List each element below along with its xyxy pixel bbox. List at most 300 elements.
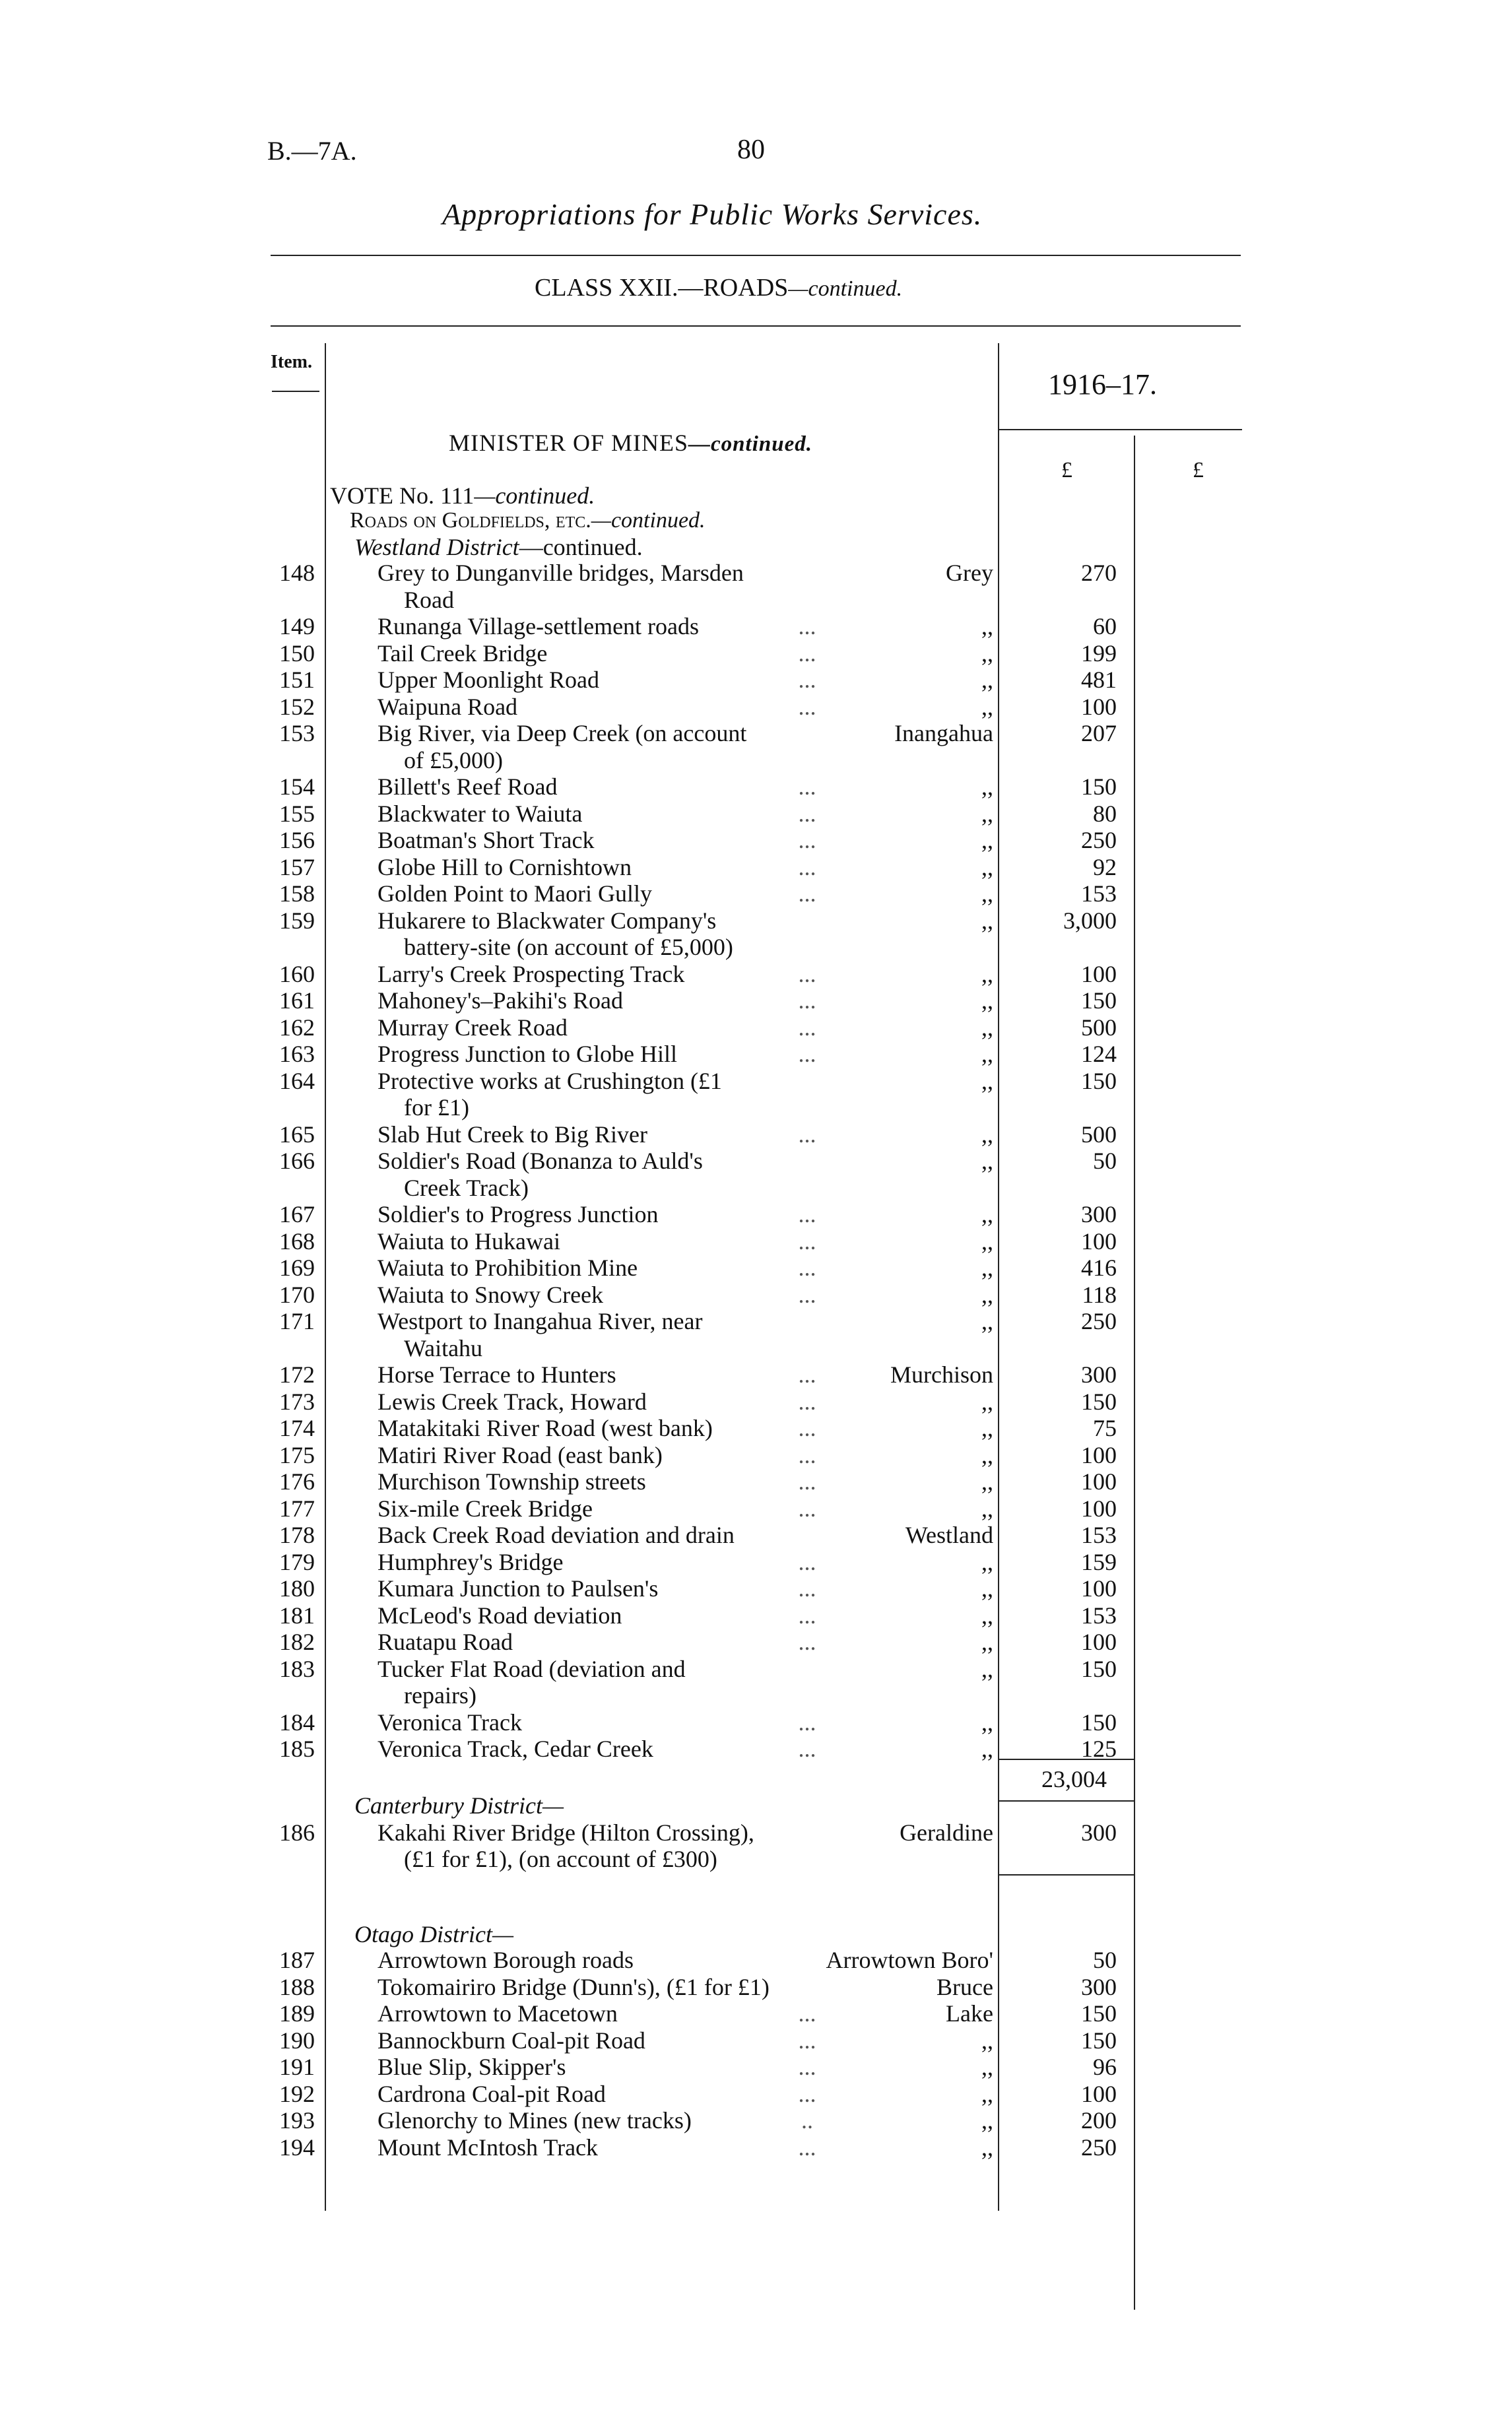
table-row (0, 1736, 1512, 1762)
leader-dots: ... (798, 639, 816, 667)
leader-dots: ... (798, 1736, 816, 1762)
item-number: 181 (279, 1602, 315, 1629)
row-continuation (0, 1175, 1512, 1201)
leader-dots: ... (798, 773, 816, 800)
row-district: ,, (981, 1736, 993, 1762)
row-amount: 270 (1081, 560, 1117, 586)
item-number: 159 (279, 907, 315, 934)
table-row (0, 613, 1512, 639)
row-description: Murchison Township streets (378, 1468, 646, 1495)
amount-header-rule (998, 429, 1242, 430)
row-district: ,, (981, 1548, 993, 1575)
table-row (0, 560, 1512, 586)
row-description: Protective works at Crushington (£1 (378, 1067, 722, 1094)
row-amount: 50 (1093, 1148, 1117, 1174)
table-row (0, 1629, 1512, 1655)
row-amount: 150 (1081, 1655, 1117, 1682)
table-row (0, 854, 1512, 880)
row-continuation-text: battery-site (on account of £5,000) (404, 934, 733, 960)
table-row (0, 667, 1512, 693)
item-number: 193 (279, 2107, 315, 2134)
row-description: Six-mile Creek Bridge (378, 1495, 593, 1522)
row-amount: 159 (1081, 1548, 1117, 1575)
item-number: 191 (279, 2054, 315, 2080)
leader-dots: ... (798, 1255, 816, 1281)
row-amount: 500 (1081, 1121, 1117, 1148)
row-continuation-text: Waitahu (404, 1334, 483, 1361)
row-description: Globe Hill to Cornishtown (378, 853, 632, 880)
item-number: 157 (279, 853, 315, 880)
item-number: 176 (279, 1468, 315, 1495)
row-amount: 100 (1081, 1575, 1117, 1602)
row-district: Arrowtown Boro' (826, 1947, 993, 1973)
row-district: ,, (981, 639, 993, 667)
row-district: ,, (981, 1415, 993, 1441)
table-row (0, 1201, 1512, 1227)
leader-dots: ... (798, 1201, 816, 1227)
item-number: 187 (279, 1947, 315, 1973)
table-row (0, 1148, 1512, 1174)
row-district: ,, (981, 1629, 993, 1655)
table-row (0, 1819, 1512, 1846)
table-row (0, 1575, 1512, 1602)
row-description: Blue Slip, Skipper's (378, 2054, 566, 2080)
row-continuation (0, 1682, 1512, 1709)
item-number: 163 (279, 1041, 315, 1067)
row-description: Ruatapu Road (378, 1629, 513, 1655)
table-row (0, 1041, 1512, 1067)
row-description: Bannockburn Coal-pit Road (378, 2027, 645, 2054)
row-district: ,, (981, 1709, 993, 1736)
westland-total-rule-bottom (998, 1800, 1134, 1802)
row-district: ,, (981, 1148, 993, 1174)
row-district: ,, (981, 987, 993, 1014)
row-description: Waiuta to Hukawai (378, 1227, 561, 1255)
row-description: Billett's Reef Road (378, 773, 558, 800)
row-amount: 100 (1081, 693, 1117, 720)
item-number: 183 (279, 1655, 315, 1682)
row-description: Boatman's Short Track (378, 827, 595, 853)
item-number: 168 (279, 1227, 315, 1255)
item-number: 148 (279, 560, 315, 586)
table-row (0, 720, 1512, 746)
item-number: 172 (279, 1361, 315, 1388)
row-description: Matakitaki River Road (west bank) (378, 1415, 713, 1441)
row-district: ,, (981, 1281, 993, 1308)
row-amount: 150 (1081, 987, 1117, 1014)
row-description: Hukarere to Blackwater Company's (378, 907, 717, 934)
westland-total: 23,004 (1041, 1766, 1107, 1792)
row-amount: 300 (1081, 1973, 1117, 2000)
row-continuation-text: for £1) (404, 1094, 469, 1121)
table-row (0, 1974, 1512, 2000)
row-district: Grey (946, 560, 993, 586)
table-row (0, 1947, 1512, 1973)
row-district: ,, (981, 853, 993, 880)
row-description: Cardrona Coal-pit Road (378, 2080, 606, 2107)
row-amount: 250 (1081, 827, 1117, 853)
row-amount: 153 (1081, 1602, 1117, 1629)
canterbury-heading: Canterbury District— (354, 1792, 564, 1819)
row-amount: 207 (1081, 720, 1117, 746)
vote-heading-continued: —continued. (474, 482, 595, 509)
row-district: ,, (981, 2080, 993, 2107)
row-district: ,, (981, 2134, 993, 2161)
table-row (0, 694, 1512, 720)
row-district: ,, (981, 1388, 993, 1415)
leader-dots: ... (798, 613, 816, 639)
row-continuation (0, 1335, 1512, 1361)
minister-heading (449, 429, 812, 457)
row-amount: 416 (1081, 1255, 1117, 1281)
item-header-underline (272, 391, 319, 392)
row-description: Mahoney's–Pakihi's Road (378, 987, 623, 1014)
row-district: ,, (981, 1602, 993, 1629)
pound-symbol-1: £ (1061, 458, 1072, 482)
row-description: Arrowtown Borough roads (378, 1947, 634, 1973)
table-row (0, 987, 1512, 1014)
table-row (0, 827, 1512, 853)
row-description: Golden Point to Maori Gully (378, 880, 652, 907)
row-description: Tail Creek Bridge (378, 639, 548, 667)
leader-dots: ... (798, 1709, 816, 1736)
leader-dots: ... (798, 853, 816, 880)
item-number: 182 (279, 1629, 315, 1655)
row-amount: 125 (1081, 1736, 1117, 1762)
item-column-header: Item. (271, 352, 312, 372)
row-district: ,, (981, 1655, 993, 1682)
leader-dots: ... (798, 2054, 816, 2080)
leader-dots: ... (798, 1602, 816, 1629)
row-continuation-text: (£1 for £1), (on account of £300) (404, 1846, 717, 1872)
table-row (0, 1549, 1512, 1575)
table-row (0, 880, 1512, 907)
row-district: Lake (946, 2000, 993, 2027)
row-description: Soldier's to Progress Junction (378, 1201, 659, 1227)
leader-dots: ... (798, 1468, 816, 1495)
leader-dots: ... (798, 1495, 816, 1522)
canterbury-total-rule (998, 1874, 1134, 1876)
row-description: Kumara Junction to Paulsen's (378, 1575, 659, 1602)
item-number: 173 (279, 1388, 315, 1415)
row-amount: 96 (1093, 2054, 1117, 2080)
row-district: ,, (981, 1308, 993, 1334)
row-amount: 500 (1081, 1014, 1117, 1041)
table-top-rule (271, 325, 1241, 327)
row-amount: 60 (1093, 613, 1117, 639)
row-description: Veronica Track (378, 1709, 522, 1736)
item-number: 150 (279, 639, 315, 667)
row-district: ,, (981, 1067, 993, 1094)
row-description: Big River, via Deep Creek (on account (378, 720, 747, 746)
table-row (0, 1255, 1512, 1281)
row-district: ,, (981, 907, 993, 934)
row-district: ,, (981, 1441, 993, 1468)
row-amount: 150 (1081, 2027, 1117, 2054)
row-district: ,, (981, 773, 993, 800)
row-amount: 100 (1081, 960, 1117, 987)
table-row (0, 2081, 1512, 2107)
row-amount: 150 (1081, 1067, 1117, 1094)
row-amount: 153 (1081, 1522, 1117, 1548)
row-description: Waipuna Road (378, 693, 518, 720)
table-row (0, 1468, 1512, 1495)
row-amount: 199 (1081, 639, 1117, 667)
item-number: 154 (279, 773, 315, 800)
item-number: 185 (279, 1736, 315, 1762)
minister-heading-text: MINISTER OF MINES (449, 430, 689, 456)
item-number: 169 (279, 1255, 315, 1281)
item-number: 149 (279, 613, 315, 639)
row-description: Soldier's Road (Bonanza to Auld's (378, 1148, 703, 1174)
item-number: 174 (279, 1415, 315, 1441)
leader-dots: ... (798, 693, 816, 720)
row-district: Bruce (937, 1973, 993, 2000)
row-district: Inangahua (894, 720, 993, 746)
row-district: ,, (981, 2027, 993, 2054)
row-description: Westport to Inangahua River, near (378, 1308, 703, 1334)
class-title-continued: —continued. (788, 277, 903, 301)
table-row (0, 1388, 1512, 1415)
westland-heading (354, 533, 643, 561)
leader-dots: ... (798, 1388, 816, 1415)
row-amount: 75 (1093, 1415, 1117, 1441)
table-row (0, 1602, 1512, 1629)
table-row (0, 1121, 1512, 1148)
leader-dots: ... (798, 1415, 816, 1441)
row-amount: 118 (1082, 1281, 1117, 1308)
row-continuation (0, 747, 1512, 773)
table-row (0, 2000, 1512, 2027)
leader-dots: ... (798, 2000, 816, 2027)
leader-dots: ... (798, 1441, 816, 1468)
row-description: Mount McIntosh Track (378, 2134, 599, 2161)
row-amount: 100 (1081, 1468, 1117, 1495)
item-number: 151 (279, 667, 315, 693)
row-amount: 92 (1093, 853, 1117, 880)
item-number: 160 (279, 960, 315, 987)
row-description: Glenorchy to Mines (new tracks) (378, 2107, 692, 2134)
page-title: Appropriations for Public Works Services. (442, 197, 983, 231)
row-description: Back Creek Road deviation and drain (378, 1522, 735, 1548)
item-number: 155 (279, 800, 315, 827)
roads-heading-continued: —continued. (591, 508, 706, 533)
row-amount: 200 (1081, 2107, 1117, 2134)
table-row (0, 1282, 1512, 1308)
table-row (0, 2054, 1512, 2080)
row-district: ,, (981, 2054, 993, 2080)
table-row (0, 773, 1512, 800)
leader-dots: ... (798, 1548, 816, 1575)
row-continuation-text: of £5,000) (404, 746, 503, 773)
westland-heading-continued: —continued. (519, 534, 643, 560)
row-district: ,, (981, 800, 993, 827)
row-amount: 300 (1081, 1361, 1117, 1388)
leader-dots: ... (798, 2027, 816, 2054)
item-number: 192 (279, 2080, 315, 2107)
table-row (0, 2027, 1512, 2054)
vote-heading-text: VOTE No. 111 (330, 482, 475, 509)
row-description: Larry's Creek Prospecting Track (378, 960, 685, 987)
leader-dots: ... (798, 1014, 816, 1041)
class-title-text: CLASS XXII.—ROADS (535, 274, 789, 302)
roads-heading-text: Roads on Goldfields, etc. (350, 508, 591, 533)
row-description: Murray Creek Road (378, 1014, 568, 1041)
leader-dots: ... (798, 827, 816, 853)
row-description: Tokomairiro Bridge (Dunn's), (£1 for £1) (378, 1973, 770, 2000)
table-row (0, 1709, 1512, 1736)
item-number: 179 (279, 1548, 315, 1575)
row-description: Horse Terrace to Hunters (378, 1361, 616, 1388)
westland-total-rule-top (998, 1759, 1134, 1760)
leader-dots: ... (798, 667, 816, 693)
row-amount: 50 (1093, 1947, 1117, 1973)
leader-dots: ... (798, 1361, 816, 1388)
row-district: ,, (981, 1041, 993, 1067)
row-district: ,, (981, 1575, 993, 1602)
westland-heading-text: Westland District (354, 534, 519, 560)
pound-symbol-2: £ (1193, 458, 1204, 482)
leader-dots: ... (798, 800, 816, 827)
class-title (535, 273, 902, 302)
table-row (0, 1014, 1512, 1041)
row-district: Murchison (890, 1361, 993, 1388)
minister-heading-continued: —continued. (688, 432, 812, 456)
row-district: ,, (981, 1201, 993, 1227)
item-number: 189 (279, 2000, 315, 2027)
row-district: ,, (981, 1495, 993, 1522)
leader-dots: ... (798, 2080, 816, 2107)
leader-dots: ... (798, 987, 816, 1014)
row-continuation-text: Creek Track) (404, 1174, 529, 1201)
row-description: Progress Junction to Globe Hill (378, 1041, 677, 1067)
table-row (0, 800, 1512, 827)
row-amount: 300 (1081, 1201, 1117, 1227)
item-number: 152 (279, 693, 315, 720)
item-number: 186 (279, 1819, 315, 1846)
row-description: Humphrey's Bridge (378, 1548, 564, 1575)
table-row (0, 1522, 1512, 1548)
row-description: Veronica Track, Cedar Creek (378, 1736, 653, 1762)
roads-heading (350, 508, 706, 533)
row-amount: 80 (1093, 800, 1117, 827)
row-amount: 250 (1081, 1308, 1117, 1334)
row-district: ,, (981, 1227, 993, 1255)
row-amount: 100 (1081, 1495, 1117, 1522)
row-continuation (0, 1094, 1512, 1121)
table-row (0, 1495, 1512, 1522)
leader-dots: ... (798, 2134, 816, 2161)
item-number: 175 (279, 1441, 315, 1468)
row-district: ,, (981, 880, 993, 907)
row-district: ,, (981, 827, 993, 853)
row-amount: 100 (1081, 1227, 1117, 1255)
table-row (0, 640, 1512, 667)
row-amount: 100 (1081, 2080, 1117, 2107)
item-number: 162 (279, 1014, 315, 1041)
leader-dots: .. (801, 2107, 813, 2134)
table-row (0, 1308, 1512, 1334)
leader-dots: ... (798, 1575, 816, 1602)
title-rule (271, 255, 1241, 256)
document-reference: B.—7A. (267, 136, 357, 166)
row-amount: 150 (1081, 773, 1117, 800)
leader-dots: ... (798, 1227, 816, 1255)
row-description: Tucker Flat Road (deviation and (378, 1655, 686, 1682)
leader-dots: ... (798, 1629, 816, 1655)
row-description: McLeod's Road deviation (378, 1602, 622, 1629)
row-district: Geraldine (900, 1819, 993, 1846)
table-row (0, 2107, 1512, 2134)
table-row (0, 1442, 1512, 1468)
otago-heading: Otago District— (354, 1921, 514, 1947)
row-description: Waiuta to Prohibition Mine (378, 1255, 638, 1281)
item-number: 188 (279, 1973, 315, 2000)
row-description: Grey to Dunganville bridges, Marsden (378, 560, 744, 586)
item-number: 164 (279, 1067, 315, 1094)
row-description: Matiri River Road (east bank) (378, 1441, 663, 1468)
leader-dots: ... (798, 1041, 816, 1067)
row-amount: 250 (1081, 2134, 1117, 2161)
row-amount: 150 (1081, 1388, 1117, 1415)
leader-dots: ... (798, 960, 816, 987)
row-description: Kakahi River Bridge (Hilton Crossing), (378, 1819, 754, 1846)
row-district: Westland (905, 1522, 993, 1548)
row-district: ,, (981, 1255, 993, 1281)
item-number: 178 (279, 1522, 315, 1548)
item-number: 153 (279, 720, 315, 746)
row-district: ,, (981, 693, 993, 720)
row-amount: 124 (1081, 1041, 1117, 1067)
item-number: 184 (279, 1709, 315, 1736)
row-description: Runanga Village-settlement roads (378, 613, 700, 639)
row-amount: 153 (1081, 880, 1117, 907)
item-number: 167 (279, 1201, 315, 1227)
row-amount: 3,000 (1063, 907, 1117, 934)
item-number: 170 (279, 1281, 315, 1308)
row-description: Arrowtown to Macetown (378, 2000, 618, 2027)
row-amount: 481 (1081, 667, 1117, 693)
row-continuation (0, 1846, 1512, 1872)
item-number: 161 (279, 987, 315, 1014)
item-number: 158 (279, 880, 315, 907)
row-amount: 100 (1081, 1629, 1117, 1655)
row-district: ,, (981, 613, 993, 639)
row-district: ,, (981, 960, 993, 987)
row-district: ,, (981, 667, 993, 693)
table-row (0, 961, 1512, 987)
table-row (0, 1656, 1512, 1682)
row-continuation-text: Road (404, 586, 454, 613)
row-amount: 100 (1081, 1441, 1117, 1468)
leader-dots: ... (798, 1281, 816, 1308)
item-number: 180 (279, 1575, 315, 1602)
row-continuation (0, 587, 1512, 613)
row-description: Slab Hut Creek to Big River (378, 1121, 647, 1148)
table-row (0, 907, 1512, 934)
table-row (0, 2134, 1512, 2161)
table-row (0, 1415, 1512, 1441)
item-number: 190 (279, 2027, 315, 2054)
row-amount: 150 (1081, 2000, 1117, 2027)
table-row (0, 1068, 1512, 1094)
row-district: ,, (981, 1468, 993, 1495)
row-continuation-text: repairs) (404, 1682, 477, 1709)
item-number: 177 (279, 1495, 315, 1522)
row-description: Upper Moonlight Road (378, 667, 599, 693)
page-number: 80 (737, 135, 765, 165)
row-district: ,, (981, 1014, 993, 1041)
